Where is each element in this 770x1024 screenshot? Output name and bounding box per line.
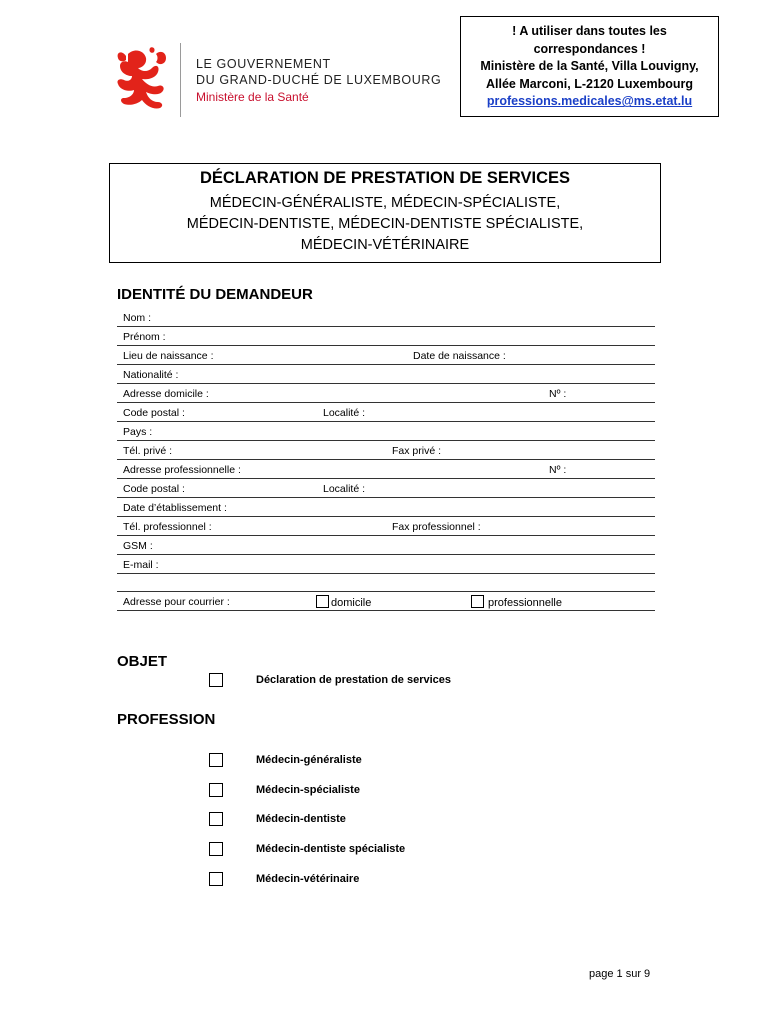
- veterinaire-label: Médecin-vétérinaire: [256, 873, 360, 885]
- numero-domicile-label: Nº :: [549, 388, 567, 400]
- government-name-line1: LE GOUVERNEMENT: [196, 57, 331, 71]
- gsm-field[interactable]: [117, 536, 655, 555]
- pays-field[interactable]: [117, 422, 655, 441]
- nationalite-field[interactable]: [117, 365, 655, 384]
- code-postal-pro-label: Code postal :: [123, 483, 185, 495]
- date-etablissement-field[interactable]: [117, 498, 655, 517]
- objet-heading: OBJET: [117, 653, 168, 670]
- courrier-pro-checkbox[interactable]: [471, 595, 484, 608]
- adresse-courrier-label: Adresse pour courrier :: [123, 596, 230, 608]
- page-number: page 1 sur 9: [589, 968, 651, 980]
- generaliste-checkbox[interactable]: [209, 753, 223, 767]
- objet-label: Déclaration de prestation de services: [256, 674, 452, 686]
- pays-label: Pays :: [123, 426, 153, 438]
- code-postal-pro-field[interactable]: [117, 479, 655, 498]
- notice-line2: correspondances !: [533, 41, 646, 56]
- dentiste-checkbox[interactable]: [209, 812, 223, 826]
- notice-line3: Ministère de la Santé, Villa Louvigny,: [480, 59, 699, 74]
- adresse-domicile-field[interactable]: [117, 384, 655, 403]
- dentiste-label: Médecin-dentiste: [256, 813, 346, 825]
- adresse-pro-field[interactable]: [117, 460, 655, 479]
- notice-line4: Allée Marconi, L-2120 Luxembourg: [486, 76, 693, 91]
- courrier-domicile-checkbox[interactable]: [316, 595, 329, 608]
- nationalite-label: Nationalité :: [123, 369, 179, 381]
- courrier-domicile-label: domicile: [331, 597, 372, 609]
- adresse-courrier-field: [117, 592, 655, 611]
- red-lion-emblem-icon: [112, 46, 170, 110]
- numero-pro-label: Nº :: [549, 464, 567, 476]
- prenom-field[interactable]: [117, 327, 655, 346]
- veterinaire-checkbox[interactable]: [209, 872, 223, 886]
- logo-divider: [180, 43, 181, 117]
- adresse-pro-label: Adresse professionnelle :: [123, 464, 241, 476]
- specialiste-checkbox[interactable]: [209, 783, 223, 797]
- specialiste-label: Médecin-spécialiste: [256, 784, 360, 796]
- document-subtitle: [110, 193, 660, 256]
- dentiste-specialiste-label: Médecin-dentiste spécialiste: [256, 843, 406, 855]
- notice-line1: ! A utiliser dans toutes les: [512, 24, 667, 38]
- ministry-name: Ministère de la Santé: [196, 90, 309, 104]
- generaliste-label: Médecin-généraliste: [256, 754, 362, 766]
- tel-prive-field[interactable]: [117, 441, 655, 460]
- blank-line[interactable]: [117, 574, 655, 592]
- lieu-naissance-label: Lieu de naissance :: [123, 350, 214, 362]
- document-title: DÉCLARATION DE PRESTATION DE SERVICES: [199, 169, 571, 187]
- fax-pro-label: Fax professionnel :: [392, 521, 481, 533]
- prenom-label: Prénom :: [123, 331, 166, 343]
- subtitle-line2: MÉDECIN-DENTISTE, MÉDECIN-DENTISTE SPÉCIALISTE,: [186, 216, 584, 232]
- subtitle-line1: MÉDECIN-GÉNÉRALISTE, MÉDECIN-SPÉCIALISTE,: [209, 195, 561, 211]
- tel-prive-label: Tél. privé :: [123, 445, 173, 457]
- localite-label: Localité :: [323, 407, 366, 419]
- date-naissance-label: Date de naissance :: [413, 350, 506, 362]
- code-postal-label: Code postal :: [123, 407, 185, 419]
- nom-field[interactable]: [117, 308, 655, 327]
- adresse-domicile-label: Adresse domicile :: [123, 388, 209, 400]
- fax-prive-label: Fax privé :: [392, 445, 442, 457]
- subtitle-line3: MÉDECIN-VÉTÉRINAIRE: [300, 237, 470, 253]
- date-etablissement-label: Date d’établissement :: [123, 502, 227, 514]
- profession-heading: PROFESSION: [117, 711, 216, 728]
- notice-email-link[interactable]: professions.medicales@ms.etat.lu: [486, 94, 693, 109]
- government-name-line2: DU GRAND-DUCHÉ DE LUXEMBOURG: [196, 73, 442, 87]
- code-postal-domicile-field[interactable]: [117, 403, 655, 422]
- courrier-pro-label: professionnelle: [488, 597, 562, 609]
- gsm-label: GSM :: [123, 540, 153, 552]
- identity-heading: IDENTITÉ DU DEMANDEUR: [117, 286, 313, 303]
- objet-checkbox[interactable]: [209, 673, 223, 687]
- localite-pro-label: Localité :: [323, 483, 366, 495]
- nom-label: Nom :: [123, 312, 152, 324]
- email-label: E-mail :: [123, 559, 159, 571]
- government-logo: [112, 40, 452, 120]
- dentiste-specialiste-checkbox[interactable]: [209, 842, 223, 856]
- tel-pro-label: Tél. professionnel :: [123, 521, 212, 533]
- naissance-field[interactable]: [117, 346, 655, 365]
- tel-pro-field[interactable]: [117, 517, 655, 536]
- email-field[interactable]: [117, 555, 655, 574]
- correspondence-notice: [460, 16, 719, 117]
- document-title-box: [109, 163, 661, 263]
